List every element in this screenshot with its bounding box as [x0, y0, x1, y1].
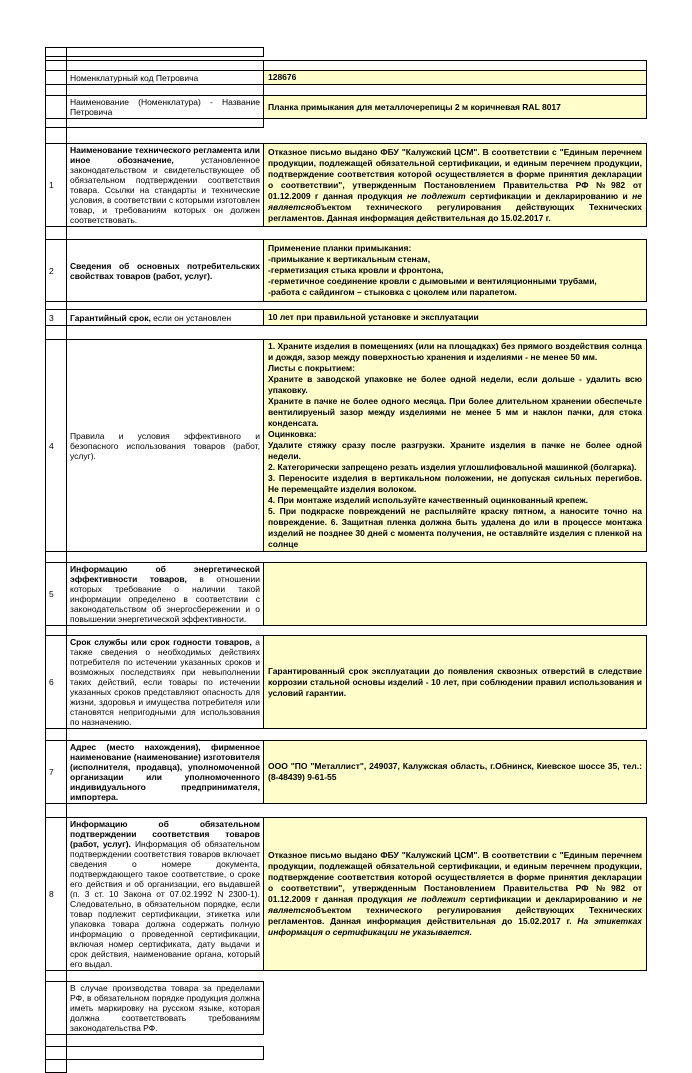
- table-row: [45, 309, 648, 326]
- left-column-cell: [45, 1046, 67, 1060]
- content-paragraph: [268, 473, 642, 495]
- value-cell: [263, 70, 647, 85]
- content-paragraph: [268, 265, 642, 276]
- content-paragraph: [268, 341, 642, 363]
- field-label: Наименование (Номенклатура) - Название Петровича: [70, 97, 260, 117]
- content-paragraph: [268, 495, 642, 506]
- content-paragraph: [268, 761, 642, 783]
- text-run: установленное законодательством и свидетельствующее об обязательном подтверждении соответствия товара. Ссылки на стандарты и технические условия, в соответствии с которыми изготовлен товар, и требованиям которых он должен соответствовать.: [70, 155, 260, 225]
- label-cell: [66, 635, 264, 729]
- table-row: [45, 803, 648, 818]
- content-paragraph: [268, 429, 642, 440]
- label-text: [70, 564, 260, 624]
- row-number-cell: 4: [45, 339, 67, 552]
- text-run: не является: [268, 894, 643, 915]
- value-cell: [263, 740, 647, 804]
- text-run: не подлежит: [406, 894, 466, 904]
- text-run: объектом технического регулирования действующих Технических регламентов. Данная информация действительная до 15.02.2017 г.: [268, 201, 642, 223]
- label-cell: [66, 239, 264, 302]
- text-run: -герметизация стыка кровли и фронтона,: [268, 265, 444, 275]
- content-paragraph: [268, 462, 642, 473]
- table-row: [45, 817, 648, 971]
- label-text: [70, 983, 260, 1033]
- text-run: сертификации и декларированию и: [465, 894, 633, 904]
- text-run: Наименование технического регламента или иное обозначение,: [70, 145, 260, 165]
- left-column-cell: [45, 127, 67, 144]
- text-run: -работа с сайдингом – стыковка с цоколем или парапетом.: [268, 287, 517, 297]
- text-run: сертификации и декларированию и: [465, 190, 633, 201]
- value-cell: [263, 817, 647, 971]
- content-paragraph: [268, 666, 642, 699]
- field-value: 128676: [268, 72, 297, 82]
- content-paragraph: [268, 440, 642, 462]
- content-paragraph: [268, 506, 642, 550]
- text-run: Информацию об обязательном подтверждении соответствия товаров (работ, услуг).: [70, 819, 260, 849]
- value-cell: [263, 143, 647, 227]
- label-cell: [66, 143, 264, 227]
- text-run: Адрес (место нахождения), фирменное наименование (наименование) изготовителя (исполнителя, продавца), уполномоченной организации или уполномоченного индивидуального предпринимателя, импортера.: [70, 742, 260, 802]
- label-text: [70, 261, 260, 281]
- text-run: -герметичное соединение кровли с дымовыми и вентиляционными трубами,: [268, 276, 597, 286]
- value-cell: [263, 239, 647, 302]
- content-paragraph: [268, 147, 642, 224]
- label-cell: [66, 118, 264, 128]
- text-run: Храните в пачке не более одного месяца. При более длительном хранении обеспечьте вентилируеный зазор между изделиями не менее 5 мм и наклон пачки, для стока конденсата.: [268, 396, 642, 428]
- table-row: [45, 635, 648, 729]
- table-row: [45, 143, 648, 227]
- content-paragraph: [268, 374, 642, 396]
- text-run: На этикетках информация о сертификации не указывается.: [268, 916, 642, 937]
- row-number-cell: 6: [45, 635, 67, 729]
- table-row: [45, 339, 648, 552]
- text-run: ООО "ПО "Металлист", 249037, Калужская область, г.Обнинск, Киевское шоссе 35, тел.: (8-48439) 9-61-55: [268, 761, 642, 782]
- text-run: Удалите стяжку сразу после разгрузки. Храните изделия в пачке не более одной недели.: [268, 440, 642, 461]
- text-run: Информация об обязательном подтверждении соответствия товаров включает сведения о номере документа, подтверждающего такое соответствие, о сроке его действия и об организации, его выдавшей (п. 3 ст. 10 Закона от 07.02.1992 N 2300-1). Следовательно, в обязательном порядке, если товар подлежит сертификации, этикетка или упаковка товара должна содержать полную информацию о проведенной сертификации, включая номер сертификата, дату выдачи и срок действия, наименование органа, который его выдал.: [70, 839, 261, 969]
- content-paragraph: [268, 243, 642, 254]
- text-run: не подлежит: [406, 190, 466, 201]
- text-run: Применение планки примыкания:: [268, 243, 412, 253]
- text-run: Храните в заводской упаковке не более одной недели, если дольше - удалить всю упаковку.: [268, 374, 642, 395]
- label-cell: [66, 95, 264, 119]
- content-paragraph: [268, 396, 642, 429]
- table-row: [45, 981, 648, 1035]
- label-cell: [66, 817, 264, 971]
- left-column-cell: [45, 803, 67, 818]
- label-text: [70, 145, 260, 225]
- field-label: Номенклатурный код Петровича: [70, 72, 199, 83]
- table-row: [45, 70, 648, 85]
- text-run: Правила и условия эффективного и безопасного использования товаров (работ, услуг).: [70, 430, 260, 461]
- left-column-cell: [45, 1059, 67, 1073]
- product-info-table: [45, 48, 648, 1073]
- row-number-cell: 1: [45, 143, 67, 227]
- content-paragraph: [268, 312, 642, 323]
- row-number-cell: 7: [45, 740, 67, 804]
- text-run: Срок службы или срок годности товаров,: [70, 637, 252, 647]
- label-text: [70, 819, 260, 969]
- left-column-cell: [45, 226, 67, 240]
- table-row: [45, 226, 648, 240]
- text-run: Листы с покрытием:: [268, 363, 355, 373]
- text-run: 2. Категорически запрещено резать изделия углошлифовальной машинкой (болгарка).: [268, 462, 637, 472]
- text-run: 4. При монтаже изделий используйте качественный оцинкованный крепеж.: [268, 495, 588, 505]
- text-run: 1. Храните изделия в помещениях (или на площадках) без прямого воздействия солнца и дождя, зазор между поверхностью хранения и изделиями - не менее 50 мм.: [268, 341, 642, 362]
- text-run: 10 лет при правильной установке и эксплуатации: [268, 312, 479, 322]
- label-text: [70, 637, 260, 727]
- label-text: [70, 313, 260, 323]
- text-run: а также сведения о необходимых действиях потребителя по истечении указанных сроков и возможных последствиях при невыполнении таких действий, если товары по истечении указанных сроков представляют опасность для жизни, здоровья и имущества потребителя или становятся непригодными для использования по назначению.: [70, 637, 260, 727]
- value-cell: [263, 635, 647, 729]
- text-run: если он установлен: [150, 312, 232, 323]
- text-run: в отношении которых требование о наличии такой информации определено в соответствии с законодательством об энергосбережении и о повышении энергетической эффективности.: [70, 574, 260, 624]
- left-column-cell: [45, 70, 67, 85]
- content-paragraph: [268, 287, 642, 298]
- field-value: Планка примыкания для металлочерепицы 2 м коричневая RAL 8017: [268, 101, 561, 112]
- label-cell: [66, 740, 264, 804]
- content-paragraph: [268, 850, 642, 938]
- text-run: Сведения об основных потребительских свойствах товаров (работ, услуг).: [70, 260, 260, 281]
- label-cell: [66, 562, 264, 626]
- label-cell: [66, 339, 264, 552]
- row-number-cell: 3: [45, 309, 67, 326]
- label-cell: [66, 1046, 264, 1060]
- table-row: [45, 740, 648, 804]
- text-run: Оцинковка:: [268, 429, 317, 439]
- table-row: [45, 562, 648, 626]
- label-cell: [66, 47, 264, 57]
- left-column-cell: [45, 325, 67, 340]
- value-cell: [263, 95, 647, 119]
- text-run: объектом технического регулирования действующих Технических регламентов. Данная информация действительная до 15.02.2017 г.: [268, 905, 642, 926]
- content-paragraph: [268, 254, 642, 265]
- label-cell: [66, 309, 264, 326]
- text-run: 5. При подкраске повреждений не распыляйте краску пятном, а наносите точно на повреждение. 6. Защитная пленка должна быть удалена до или в процессе монтажа изделий не позднее 30 дней с момента получения, не оставляйте изделия с пленкой на солнце: [268, 506, 642, 549]
- text-run: Отказное письмо выдано ФБУ "Калужский ЦСМ". В соответствии с "Единым перечнем продукции, подлежащей обязательной сертификации, и единым перечнем продукции, подтверждение соответствия которой осуществляется в форме принятия декларации о соответствии", утвержденным Постановлением Правительства РФ №982 от 01.12.2009 г данная продукция: [268, 850, 642, 904]
- table-row: [45, 239, 648, 302]
- text-run: не является: [268, 190, 643, 212]
- text-run: 3. Переносите изделия в вертикальном положении, не допуская сильных перегибов. Не перемещайте изделия волоком.: [268, 473, 642, 494]
- value-cell: [263, 562, 647, 626]
- value-cell: [263, 309, 647, 326]
- table-row: [45, 325, 648, 340]
- content-paragraph: [268, 276, 642, 287]
- table-row: [45, 1059, 648, 1073]
- table-row: [45, 127, 648, 144]
- left-column-cell: [45, 981, 67, 1035]
- row-number-cell: 2: [45, 239, 67, 302]
- value-cell: [263, 339, 647, 552]
- content-paragraph: [268, 363, 642, 374]
- label-text: [70, 742, 260, 802]
- label-text: [70, 431, 260, 461]
- table-row: [45, 1046, 648, 1060]
- row-number-cell: 8: [45, 817, 67, 971]
- table-row: [45, 95, 648, 119]
- text-run: Гарантийный срок,: [70, 312, 151, 323]
- label-cell: [66, 981, 264, 1035]
- text-run: Отказное письмо выдано ФБУ "Калужский ЦСМ". В соответствии с "Единым перечнем продукции, подлежащей обязательной сертификации, и единым перечнем продукции, подтверждение соответствия которой осуществляется в форме принятия декларации о соответствии", утвержденным Постановлением Правительства РФ №982 от 01.12.2009 г данная продукция: [268, 146, 642, 201]
- label-cell: [66, 70, 264, 85]
- text-run: -примыкание к вертикальным стенам,: [268, 254, 431, 264]
- row-number-cell: 5: [45, 562, 67, 626]
- text-run: Информацию об энергетической эффективности товаров,: [70, 564, 260, 584]
- text-run: Гарантированный срок эксплуатации до появления сквозных отверстий в следствие коррозии стальной основы изделий - 10 лет, при соблюдении правил использования и условий гарантии.: [268, 665, 642, 698]
- left-column-cell: [45, 95, 67, 119]
- text-run: В случае производства товара за пределами РФ, в обязательном порядке продукция должна иметь маркировку на русском языке, которая должна соответствовать требованиям законодательства РФ.: [70, 983, 260, 1033]
